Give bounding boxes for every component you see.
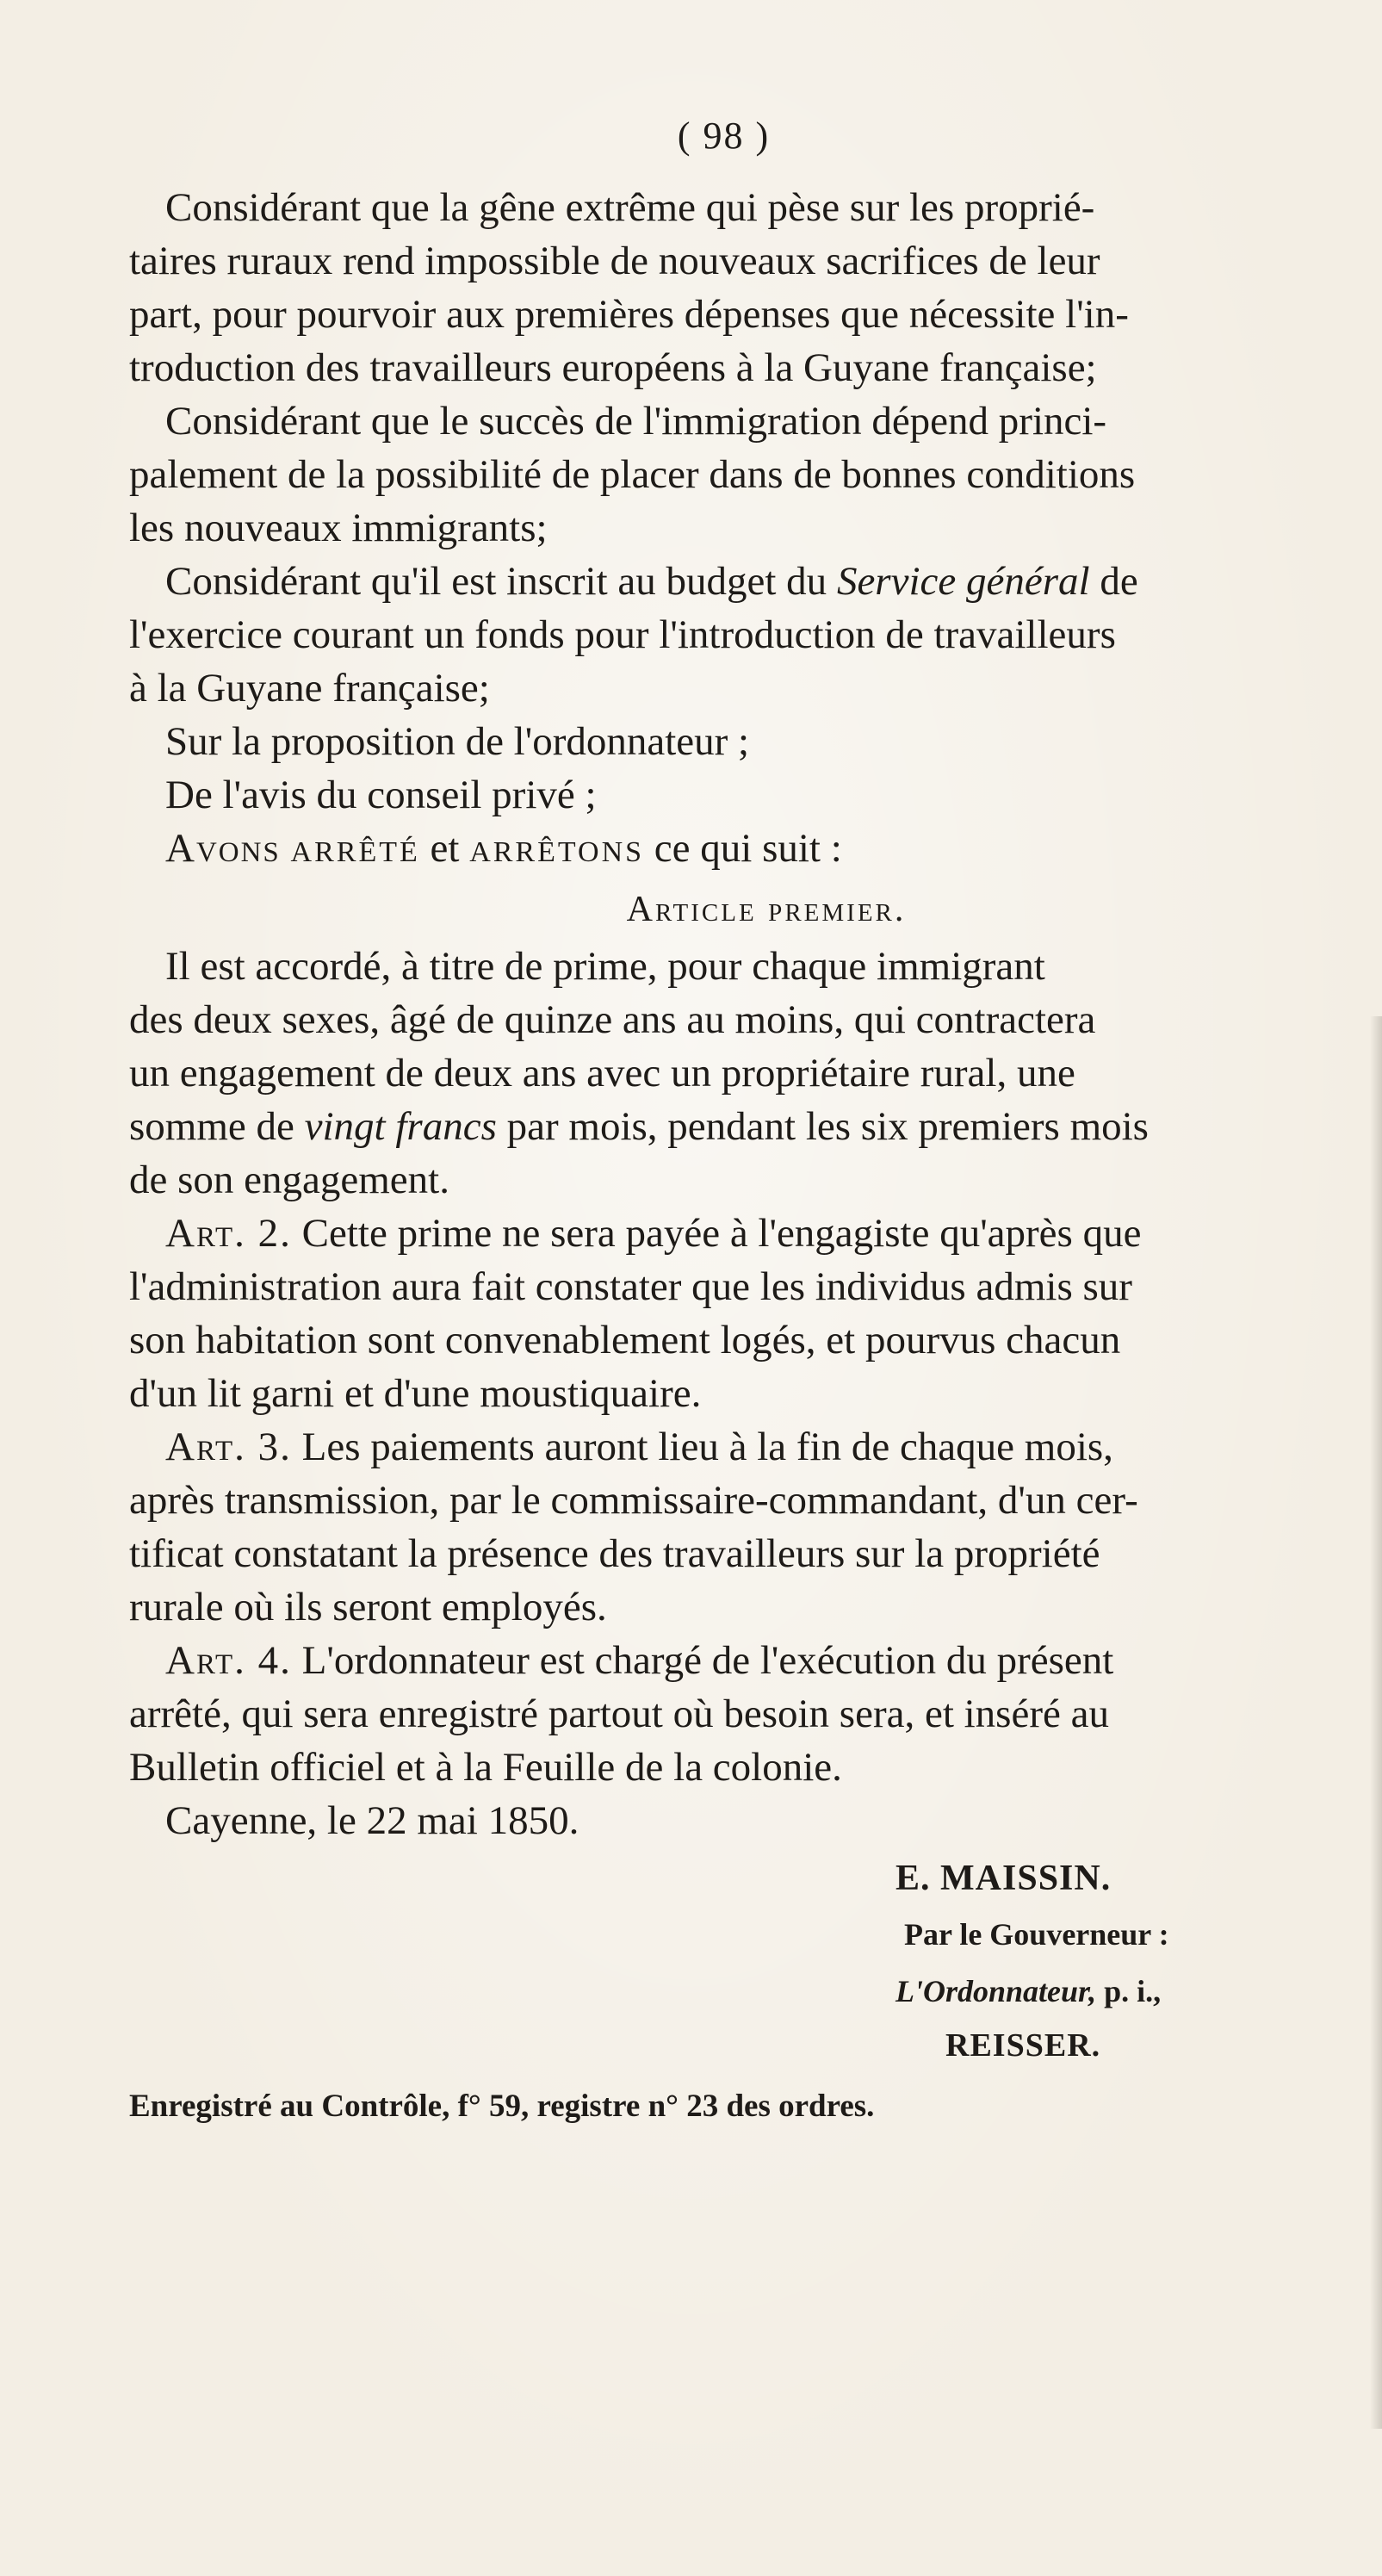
text-line: troduction des travailleurs européens à la Guyane française; [129,345,1097,390]
text-segment: Avons [165,826,281,871]
text-segment: Cette prime ne sera payée à l'engagiste qu'après que [291,1211,1142,1256]
paragraph-considerant-1 [129,181,1382,394]
text-segment: Considérant qu'il est inscrit au budget du [165,559,837,604]
paragraph-proposition [129,715,1382,768]
text-line [129,822,1382,879]
text-line: Sur la proposition de l'ordonnateur ; [165,719,750,764]
text-line [129,1420,1382,1474]
text-line: part, pour pourvoir aux premières dépenses que nécessite l'in- [129,292,1129,337]
article-label: Art. 2. [165,1211,292,1256]
italic-segment: Service général [836,559,1090,604]
text-line: taires ruraux rend impossible de nouveaux sacrifices de leur [129,239,1100,283]
text-line: Considérant que la gêne extrême qui pèse sur les proprié- [165,185,1095,230]
signature-ordonnateur: REISSER. [945,2027,1101,2064]
text-block [129,181,1382,2137]
text-line: un engagement de deux ans avec un propriétaire rural, une [129,1051,1075,1096]
smallcaps-segment: ARRÊTÉ [290,836,420,868]
article-label: Art. 4. [165,1638,292,1683]
text-line: d'un lit garni et d'une moustiquaire. [129,1371,702,1416]
text-line: l'exercice courant un fonds pour l'introduction de travailleurs [129,612,1116,657]
paragraph-article-premier [129,940,1382,1207]
text-line: à la Guyane française; [129,666,490,711]
text-line: tificat constatant la présence des travailleurs sur la propriété [129,1531,1100,1576]
text-segment: Les paiements auront lieu à la fin de chaque mois, [291,1425,1113,1469]
text-line: après transmission, par le commissaire-commandant, d'un cer- [129,1478,1138,1523]
article-premier-heading: Article premier. [626,890,907,929]
text-line: De l'avis du conseil privé ; [165,773,597,817]
text-line [129,1634,1382,1687]
signature-governor: E. MAISSIN. [896,1859,1112,1898]
text-segment: et [419,826,470,871]
text-segment: ce qui suit : [644,826,842,871]
text-line [129,1100,1382,1153]
italic-segment: L'Ordonnateur, [896,1974,1097,2008]
paragraph-considerant-2 [129,394,1382,555]
text-line: Bulletin officiel et à la Feuille de la colonie. [129,1745,842,1790]
registration-note: Enregistré au Contrôle, f° 59, registre n° 23 des ordres. [129,2089,875,2124]
text-segment: p. i., [1096,1974,1162,2008]
text-segment: L'ordonnateur est chargé de l'exécution du présent [291,1638,1114,1683]
text-line: Il est accordé, à titre de prime, pour chaque immigrant [165,944,1045,989]
smallcaps-segment: ARRÊTONS [469,836,645,868]
text-line: son habitation sont convenablement logés, et pourvus chacun [129,1318,1121,1362]
text-line: palement de la possibilité de placer dans de bonnes conditions [129,452,1136,497]
page-number: ( 98 ) [677,115,771,157]
text-line: l'administration aura fait constater que les individus admis sur [129,1264,1132,1309]
text-line: Cayenne, le 22 mai 1850. [165,1798,579,1843]
date-line [129,1794,1382,1847]
paragraph-article-4 [129,1634,1382,1794]
text-line: arrêté, qui sera enregistré partout où besoin sera, et inséré au [129,1691,1109,1736]
paragraph-article-3 [129,1420,1382,1634]
paragraph-article-2 [129,1207,1382,1420]
text-line: Considérant que le succès de l'immigration dépend princi- [165,399,1107,444]
text-segment: somme de [129,1104,305,1149]
ordonnateur-title [129,1963,1382,2020]
text-segment: de [1089,559,1138,604]
text-line [129,555,1382,608]
paragraph-avis [129,768,1382,822]
text-segment: par mois, pendant les six premiers mois [496,1104,1149,1149]
text-line: les nouveaux immigrants; [129,506,548,550]
paragraph-avons-arrete [129,822,1382,879]
text-line: rurale où ils seront employés. [129,1585,607,1629]
text-line: des deux sexes, âgé de quinze ans au moins, qui contractera [129,997,1096,1042]
italic-segment: vingt francs [304,1104,497,1149]
by-governor-label: Par le Gouverneur : [904,1917,1169,1952]
paragraph-considerant-3 [129,555,1382,715]
text-line [129,1207,1382,1260]
article-label: Art. 3. [165,1425,292,1469]
text-line: de son engagement. [129,1158,449,1202]
